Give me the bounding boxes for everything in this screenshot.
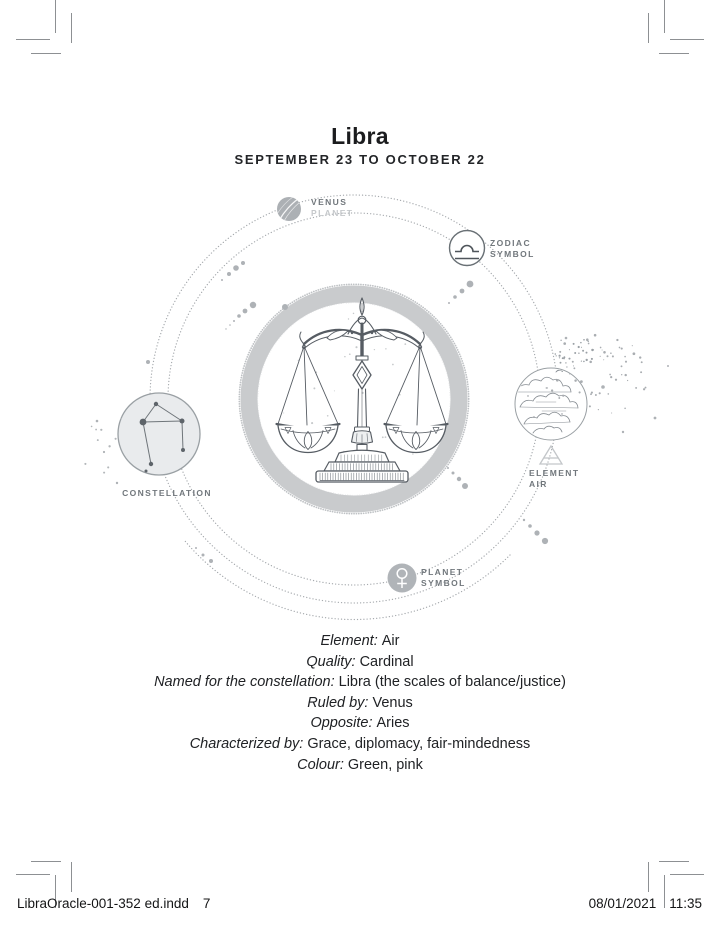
element-label-line1: ELEMENT (529, 468, 580, 478)
attribute-row (0, 652, 720, 673)
attribute-label: Quality: (306, 653, 356, 670)
footer-timestamp (589, 896, 702, 911)
planet-symbol-node (388, 564, 417, 593)
constellation-node-label: CONSTELLATION (122, 488, 212, 498)
footer-time: 11:35 (669, 896, 702, 911)
page-title: Libra (331, 123, 389, 149)
footer-page-number: 7 (202, 896, 211, 911)
attributes-block (0, 631, 720, 775)
attribute-label: Ruled by: (307, 694, 369, 711)
venus-planet-node (277, 197, 301, 221)
attribute-value: Air (381, 633, 400, 649)
venus-label: VENUS (311, 197, 348, 207)
venus-sublabel: PLANET (311, 208, 354, 218)
air-triangle-icon (540, 446, 562, 464)
footer-filename: LibraOracle-001-352 ed.indd (17, 896, 189, 911)
attribute-label: Named for the constellation: (154, 674, 335, 691)
attribute-value: Venus (372, 694, 413, 711)
planet-label-line1: PLANET (421, 567, 464, 577)
left-stipple (84, 418, 121, 474)
attribute-label: Opposite: (310, 715, 373, 732)
attribute-value: Aries (376, 715, 410, 732)
zodiac-symbol-node (450, 231, 485, 266)
attribute-row (0, 672, 720, 693)
zodiac-node-label (490, 238, 535, 260)
constellation-node (118, 393, 200, 475)
attribute-row (0, 631, 720, 652)
attribute-row (0, 693, 720, 714)
attribute-row (0, 713, 720, 734)
attribute-label: Characterized by: (189, 735, 304, 752)
planet-label-line2: SYMBOL (421, 578, 466, 588)
element-node-label (529, 468, 579, 490)
date-range: SEPTEMBER 23 TO OCTOBER 22 (234, 152, 486, 167)
element-label-line2: AIR (529, 479, 548, 489)
attribute-label: Colour: (297, 756, 344, 773)
attribute-row (0, 734, 720, 755)
footer-date: 08/01/2021 (588, 896, 657, 911)
attribute-value: Libra (the scales of balance/justice) (338, 674, 566, 691)
attribute-value: Grace, diplomacy, fair-mindedness (307, 735, 531, 752)
zodiac-label-line2: SYMBOL (490, 249, 535, 259)
zodiac-label-line1: ZODIAC (490, 238, 531, 248)
attribute-row (0, 755, 720, 776)
attribute-value: Green, pink (347, 756, 423, 773)
footer-document-info (17, 896, 210, 911)
attribute-label: Element: (320, 633, 378, 649)
planet-node-label (421, 567, 466, 589)
attribute-value: Cardinal (359, 653, 414, 670)
venus-node-label (311, 197, 353, 219)
